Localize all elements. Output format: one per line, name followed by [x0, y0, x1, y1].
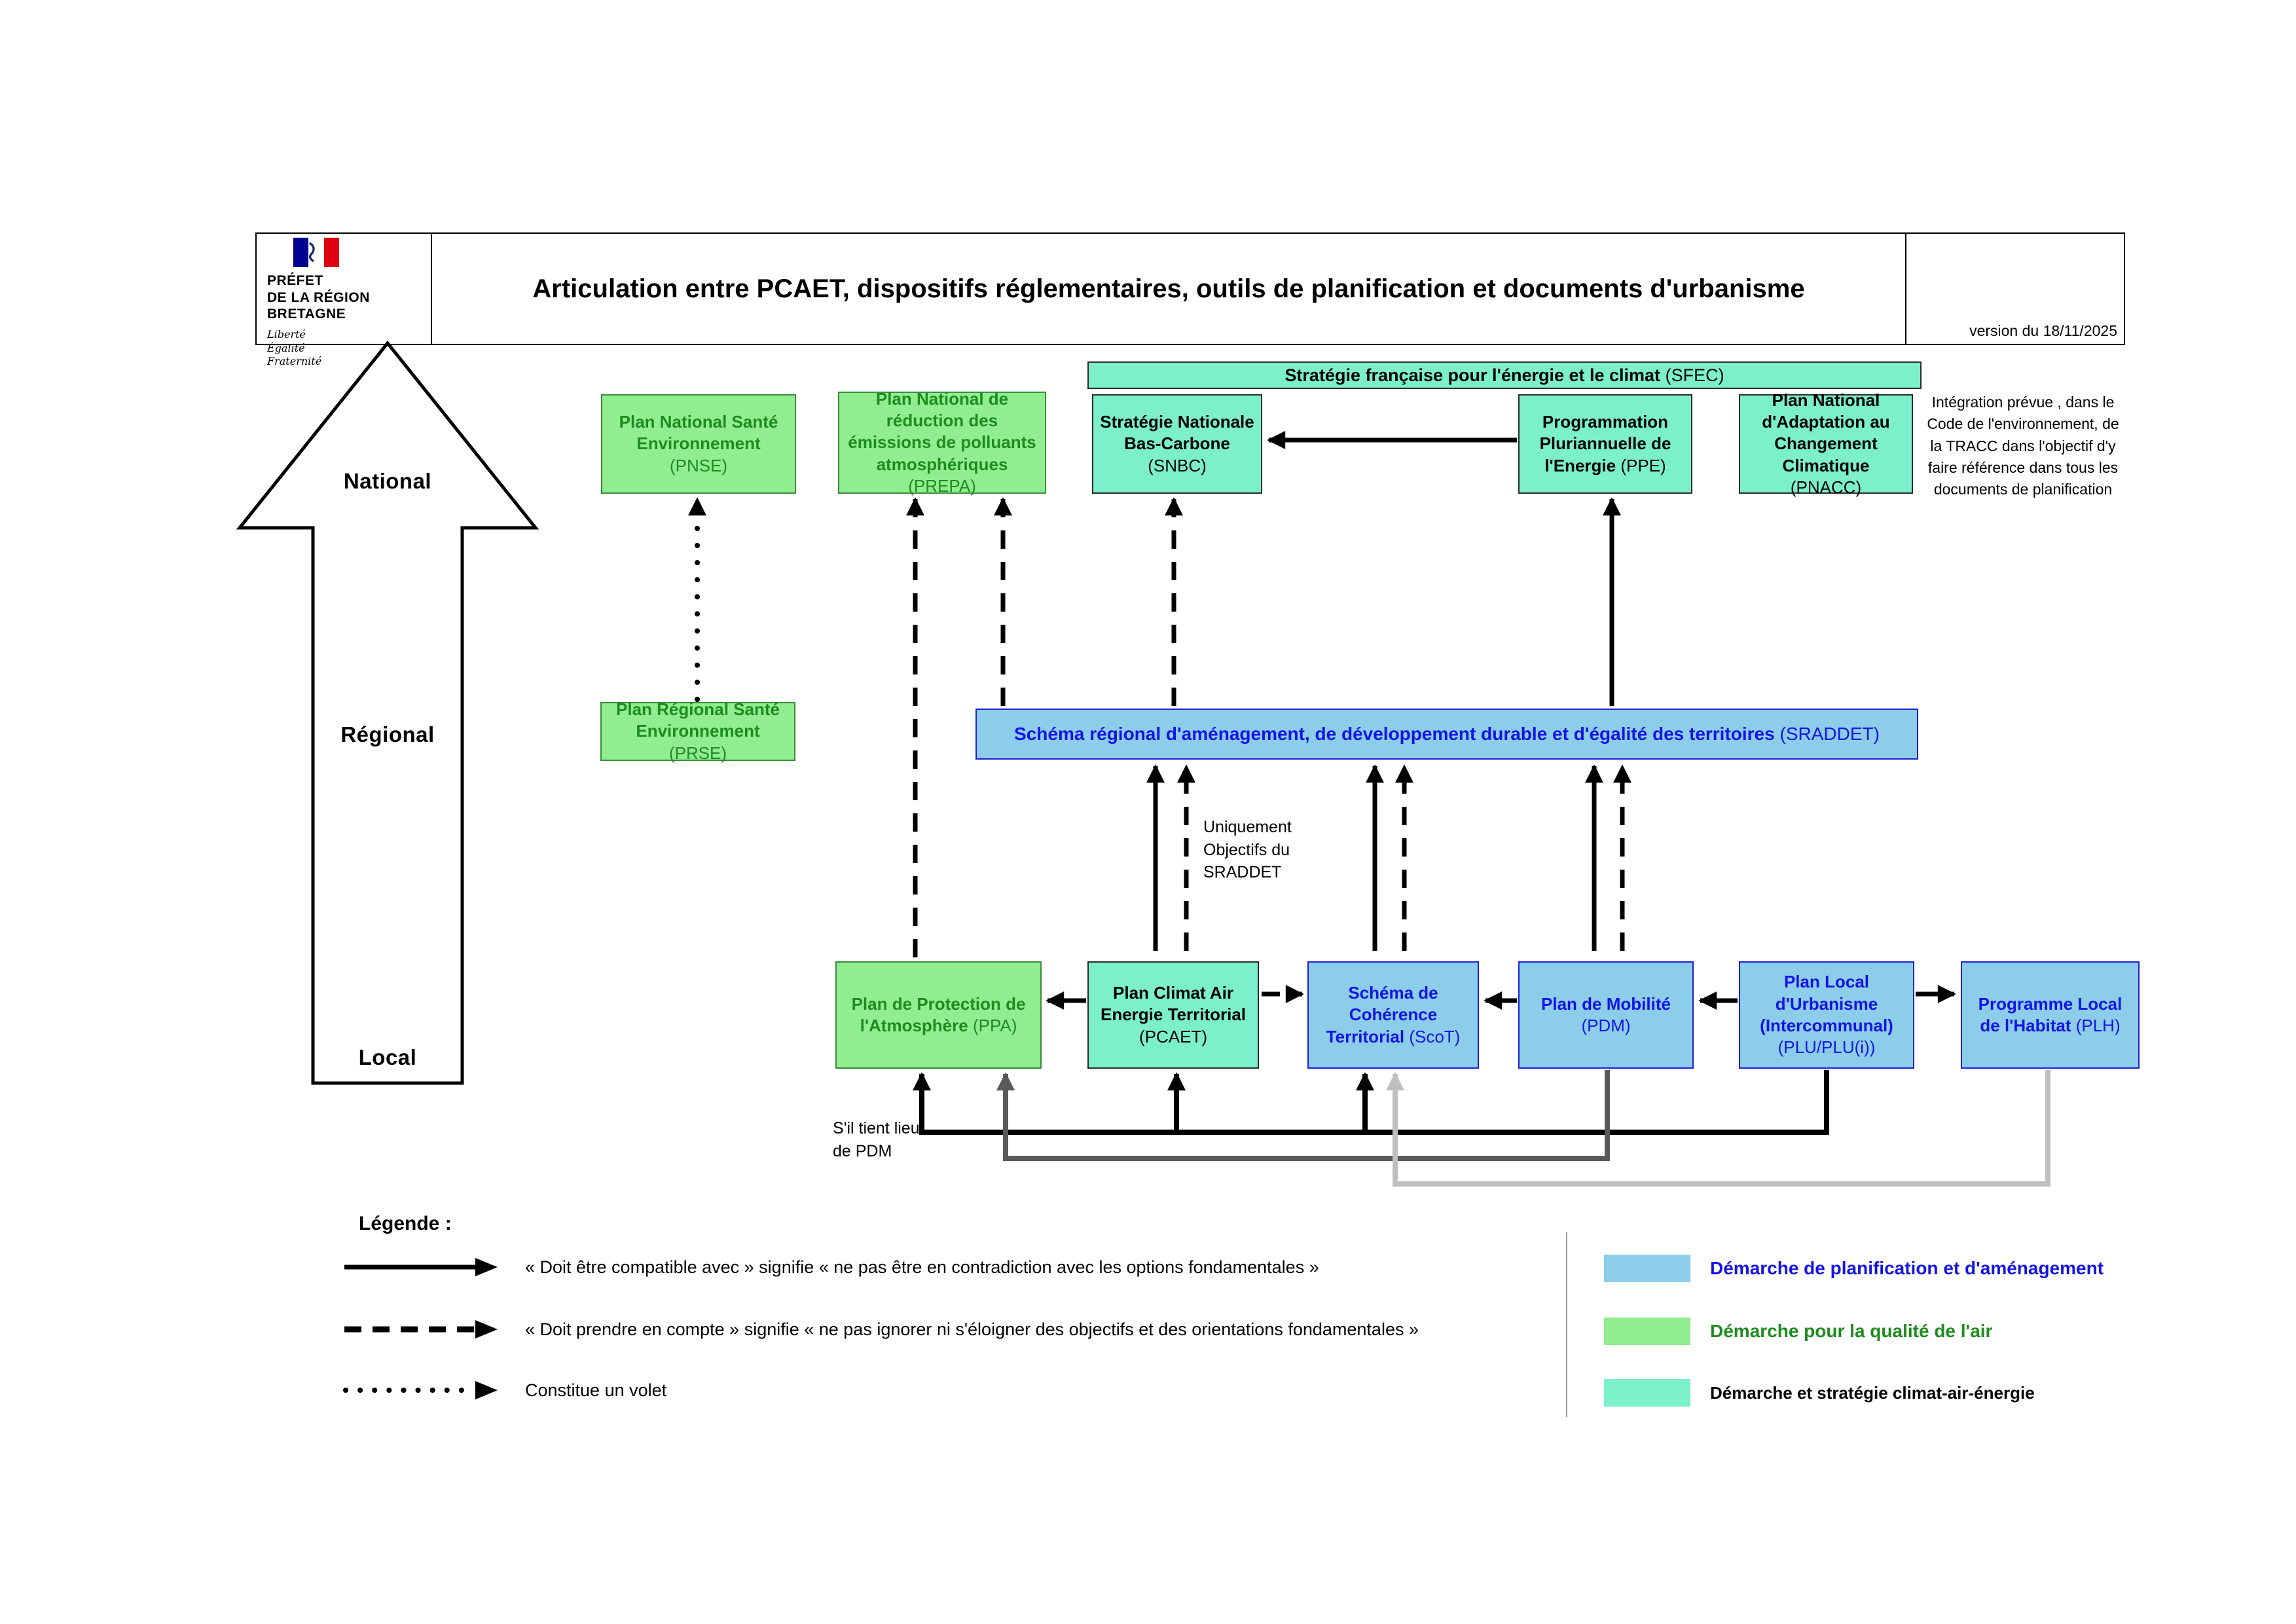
- box-ppa-acronym: (PPA): [972, 1016, 1017, 1035]
- legend-item-compatible: [342, 1252, 1319, 1282]
- box-pdm-name: Plan de Mobilité: [1541, 993, 1671, 1014]
- green-swatch-icon: [1604, 1318, 1690, 1345]
- box-prse-acronym: (PRSE): [668, 743, 727, 763]
- box-pnacc-acronym: (PNACC): [1790, 477, 1862, 497]
- motto-line: Fraternité: [267, 355, 322, 368]
- motto-line: Liberté: [267, 327, 306, 341]
- logo-line: DE LA RÉGION: [267, 289, 370, 305]
- legend-item-constitue-volet: [342, 1375, 666, 1405]
- level-label-regional: Régional: [340, 722, 435, 747]
- note-tient-lieu-pdm: S'il tient lieu de PDM: [833, 1119, 920, 1160]
- dashed-arrow-icon: [342, 1316, 499, 1342]
- box-plh-name: Programme Local de l'Habitat: [1978, 993, 2123, 1035]
- box-sfec-name: Stratégie française pour l'énergie et le climat: [1285, 365, 1661, 385]
- box-prse-name: Plan Régional Santé Environnement: [616, 699, 780, 741]
- blue-swatch-icon: [1604, 1255, 1690, 1282]
- version-label: version du 18/11/2025: [1969, 322, 2117, 339]
- box-plu-acronym: (PLU/PLU(i)): [1777, 1037, 1876, 1058]
- box-ppa-name: Plan de Protection de l'Atmosphère: [851, 993, 1026, 1035]
- box-pdm: [1518, 961, 1694, 1069]
- box-sraddet-name: Schéma régional d'aménagement, de développement durable et d'égalité des territoires: [1014, 724, 1775, 745]
- box-ppe: [1518, 394, 1692, 494]
- swatch-label: Démarche et stratégie climat-air-énergie: [1710, 1382, 2035, 1403]
- solid-arrow-icon: [342, 1254, 499, 1280]
- box-prepa-name: Plan National de réduction des émissions de polluants atmosphériques: [848, 388, 1036, 474]
- box-snbc-name: Stratégie Nationale Bas-Carbone: [1100, 412, 1254, 454]
- box-snbc: [1092, 394, 1262, 494]
- box-pnse-acronym: (PNSE): [669, 455, 728, 475]
- box-prse: [600, 699, 795, 763]
- legend-divider: [1566, 1232, 1567, 1417]
- motto-line: Égalité: [267, 341, 305, 354]
- box-ppe-acronym: (PPE): [1620, 455, 1666, 475]
- box-scot: [1307, 961, 1479, 1069]
- box-plh-acronym: (PLH): [2075, 1016, 2121, 1035]
- legend-item-text: « Doit prendre en compte » signifie « ne pas ignorer ni s'éloigner des objectifs et des orientations fondamentales »: [525, 1319, 1419, 1339]
- box-plu: [1739, 961, 1914, 1069]
- box-pdm-acronym: (PDM): [1581, 1016, 1631, 1035]
- box-pnacc-name: Plan National d'Adaptation au Changement Climatique: [1762, 390, 1890, 475]
- note-tracc: Intégration prévue , dans le Code de l'environnement, de la TRACC dans l'objectif d'y faire référence dans tous les documents de planification: [1927, 394, 2119, 498]
- logo-line: BRETAGNE: [267, 306, 346, 322]
- box-scot-name: Schéma de Cohérence Territorial: [1326, 983, 1438, 1046]
- box-plu-name: Plan Local d'Urbanisme (Intercommunal): [1760, 972, 1893, 1035]
- swatch-label: Démarche pour la qualité de l'air: [1710, 1321, 1993, 1341]
- box-prepa: [838, 388, 1046, 496]
- box-pnacc: [1739, 390, 1913, 497]
- box-plh: [1961, 961, 2140, 1069]
- dotted-arrow-icon: [342, 1377, 499, 1403]
- box-snbc-acronym: (SNBC): [1148, 455, 1207, 475]
- box-ppa: [835, 961, 1042, 1069]
- box-ppe-name: Programmation Pluriannuelle de l'Energie: [1539, 412, 1671, 475]
- box-pcaet: [1087, 961, 1259, 1069]
- legend-item-text: Constitue un volet: [525, 1380, 667, 1400]
- box-sraddet-acronym: (SRADDET): [1779, 724, 1880, 745]
- legend-item-text: « Doit être compatible avec » signifie « ne pas être en contradiction avec les options fondamentales »: [525, 1257, 1319, 1277]
- box-scot-acronym: (ScoT): [1409, 1026, 1461, 1046]
- teal-swatch-icon: [1604, 1379, 1690, 1407]
- legend-swatch-climat-air-energie: [1604, 1379, 2035, 1407]
- box-prepa-acronym: (PREPA): [908, 475, 976, 496]
- box-sfec: [1087, 361, 1922, 389]
- logo-line: PRÉFET: [267, 273, 323, 288]
- legend-swatch-qualite-air: [1604, 1318, 1992, 1345]
- legend-title: Légende :: [359, 1213, 452, 1234]
- level-label-national: National: [343, 469, 432, 493]
- level-label-local: Local: [358, 1045, 417, 1069]
- box-sraddet: [975, 709, 1918, 760]
- legend-swatch-planification: [1604, 1255, 2104, 1282]
- page-title: Articulation entre PCAET, dispositifs réglementaires, outils de planification et documents d'urbanisme: [532, 274, 1805, 303]
- box-pnse-name: Plan National Santé Environnement: [619, 412, 778, 454]
- swatch-label: Démarche de planification et d'aménagement: [1710, 1258, 2104, 1278]
- box-pcaet-acronym: (PCAET): [1139, 1026, 1207, 1046]
- box-pnse: [601, 394, 796, 494]
- box-pcaet-name: Plan Climat Air Energie Territorial: [1100, 983, 1247, 1025]
- legend-item-prendre-en-compte: [342, 1314, 1419, 1344]
- box-sfec-acronym: (SFEC): [1665, 365, 1724, 385]
- note-sraddet-objectifs: Uniquement Objectifs du SRADDET: [1203, 818, 1292, 881]
